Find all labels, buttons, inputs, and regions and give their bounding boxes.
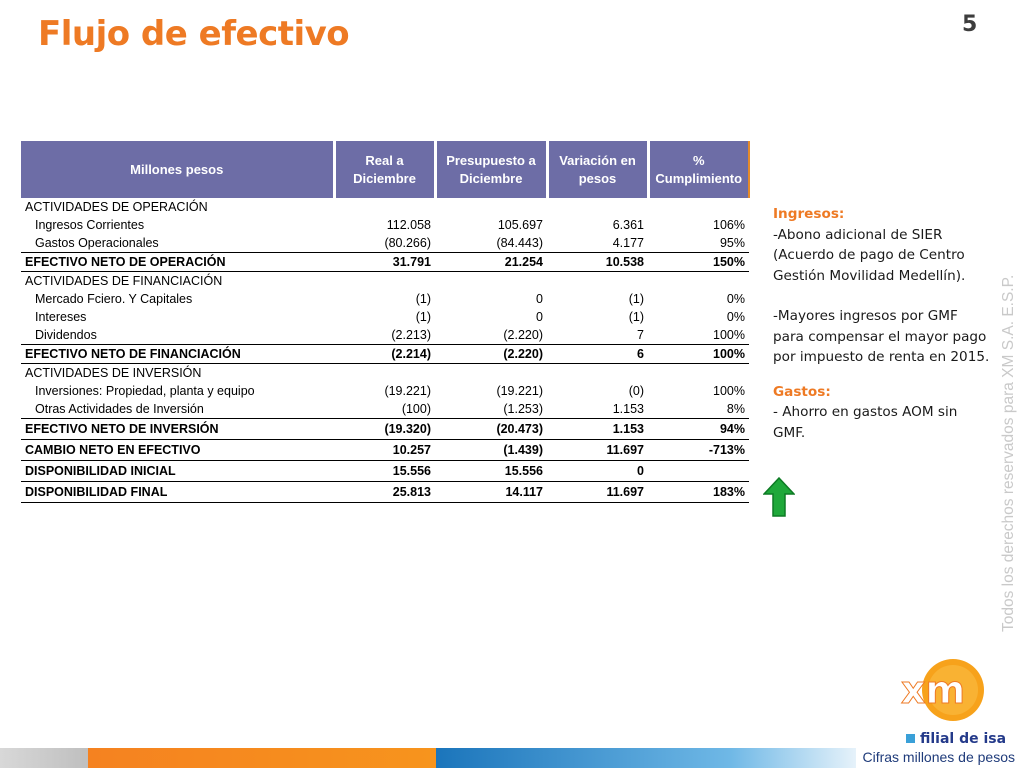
cell-budget: 15.556: [435, 461, 547, 482]
note-line: -Mayores ingresos por GMF: [773, 308, 958, 324]
note-line: para compensar el mayor pago: [773, 328, 987, 345]
cell-compliance: -713%: [648, 440, 749, 461]
note-line: Gestión Movilidad Medellín).: [773, 267, 966, 284]
header-label: Millones pesos: [21, 141, 334, 198]
header-real: Real a Diciembre: [334, 141, 435, 198]
cell-variation: 0: [547, 461, 648, 482]
cell-compliance: [648, 198, 749, 216]
header-variation: Variación en pesos: [547, 141, 648, 198]
cell-real: (100): [401, 402, 431, 416]
cell-compliance: 106%: [713, 218, 745, 232]
cell-compliance: [648, 461, 749, 482]
table-row: [21, 216, 749, 234]
cell-variation: 10.538: [547, 253, 648, 272]
footer-note: Cifras millones de pesos: [862, 749, 1015, 765]
cell-variation: 1.153: [612, 402, 644, 416]
cell-real: (2.213): [391, 328, 431, 342]
section-row: [21, 364, 749, 383]
footer-bar-gray: [0, 748, 88, 768]
total-row: [21, 419, 749, 440]
cell-real: 10.257: [334, 440, 435, 461]
cell-real: 112.058: [386, 218, 431, 232]
note-line: [773, 286, 1005, 306]
cell-compliance: [648, 364, 749, 383]
table-row: [21, 382, 749, 400]
cell-compliance: 95%: [719, 236, 745, 250]
row-label: ACTIVIDADES DE INVERSIÓN: [25, 366, 202, 380]
cell-budget: (1.439): [435, 440, 547, 461]
page-number: 5: [962, 12, 978, 37]
expense-heading: Gastos:: [773, 383, 831, 400]
total-row: [21, 253, 749, 272]
row-label: DISPONIBILIDAD FINAL: [21, 482, 334, 503]
cell-real: 31.791: [334, 253, 435, 272]
row-label: Dividendos: [35, 328, 97, 342]
note-line: (Acuerdo de pago de Centro: [773, 247, 965, 263]
cell-real: (1): [415, 292, 431, 306]
cell-real: (19.320): [334, 419, 435, 440]
cash-flow-table: [21, 141, 750, 503]
cell-real: 15.556: [334, 461, 435, 482]
cell-compliance: [648, 272, 749, 291]
row-label: Ingresos Corrientes: [35, 218, 145, 232]
cell-compliance: 183%: [648, 482, 749, 503]
logo-text: xm: [901, 668, 966, 712]
row-label: Gastos Operacionales: [35, 236, 159, 250]
up-arrow-icon: [763, 477, 795, 517]
cell-variation: (1): [628, 292, 644, 306]
cell-variation: 6.361: [612, 218, 644, 232]
total-row: [21, 482, 749, 503]
slide-title: Flujo de efectivo: [38, 14, 350, 54]
cell-variation: 11.697: [547, 440, 648, 461]
section-row: [21, 272, 749, 291]
row-label: Otras Actividades de Inversión: [35, 402, 204, 416]
cell-compliance: 8%: [726, 402, 745, 416]
cell-budget: 105.697: [497, 218, 543, 232]
cell-budget: [435, 364, 547, 383]
cell-budget: 21.254: [435, 253, 547, 272]
header-budget: Presupuesto a Diciembre: [435, 141, 547, 198]
table-row: [21, 234, 749, 253]
row-label: EFECTIVO NETO DE OPERACIÓN: [21, 253, 334, 272]
cell-budget: (84.443): [496, 236, 543, 250]
cell-variation: [547, 198, 648, 216]
row-label: Inversiones: Propiedad, planta y equipo: [35, 384, 255, 398]
note-line: por impuesto de renta en 2015.: [773, 349, 990, 365]
cell-budget: (2.220): [435, 345, 547, 364]
cell-compliance: 150%: [648, 253, 749, 272]
row-label: Intereses: [35, 310, 87, 324]
table-row: [21, 326, 749, 345]
xm-logo: [895, 656, 991, 726]
total-row: [21, 440, 749, 461]
row-label: Mercado Fciero. Y Capitales: [35, 292, 193, 306]
cell-budget: [435, 198, 547, 216]
cell-compliance: 0%: [726, 292, 745, 306]
cell-compliance: 0%: [726, 310, 745, 324]
income-heading: Ingresos:: [773, 206, 845, 222]
cell-variation: 7: [637, 328, 644, 342]
cell-real: (1): [415, 310, 431, 324]
cell-variation: 1.153: [547, 419, 648, 440]
cell-variation: [547, 272, 648, 291]
footer-bar-blue: [436, 748, 856, 768]
cell-variation: 6: [547, 345, 648, 364]
cell-real: 25.813: [334, 482, 435, 503]
row-label: ACTIVIDADES DE OPERACIÓN: [25, 200, 208, 214]
cell-budget: 0: [536, 292, 543, 306]
cell-budget: (1.253): [503, 402, 543, 416]
copyright-vertical-text: Todos los derechos reservados para XM S.A. E.S.P.: [1000, 274, 1017, 632]
table-body: [21, 198, 749, 503]
cell-compliance: 100%: [713, 384, 745, 398]
cell-compliance: 94%: [648, 419, 749, 440]
cell-variation: 4.177: [612, 236, 644, 250]
cell-budget: [435, 272, 547, 291]
note-line: - Ahorro en gastos AOM sin: [773, 404, 958, 420]
income-notes: [773, 225, 1005, 368]
row-label: DISPONIBILIDAD INICIAL: [21, 461, 334, 482]
footer-bar-orange: [88, 748, 436, 768]
table-row: [21, 308, 749, 326]
cell-compliance: 100%: [648, 345, 749, 364]
cell-real: [334, 198, 435, 216]
row-label: EFECTIVO NETO DE INVERSIÓN: [21, 419, 334, 440]
table-header-row: [21, 141, 749, 198]
cell-real: (19.221): [384, 384, 431, 398]
cell-compliance: 100%: [713, 328, 745, 342]
cell-real: (80.266): [384, 236, 431, 250]
total-row: [21, 461, 749, 482]
row-label: EFECTIVO NETO DE FINANCIACIÓN: [21, 345, 334, 364]
cell-variation: 11.697: [547, 482, 648, 503]
notes-panel: [773, 204, 1005, 443]
cell-real: (2.214): [334, 345, 435, 364]
total-row: [21, 345, 749, 364]
section-row: [21, 198, 749, 216]
header-compliance: % Cumplimiento: [648, 141, 749, 198]
row-label: ACTIVIDADES DE FINANCIACIÓN: [25, 274, 223, 288]
cell-real: [334, 364, 435, 383]
cell-variation: (1): [628, 310, 644, 324]
note-line: GMF.: [773, 424, 806, 441]
cell-variation: (0): [628, 384, 644, 398]
cell-budget: (20.473): [435, 419, 547, 440]
isa-square-icon: [906, 734, 915, 743]
cell-budget: 14.117: [435, 482, 547, 503]
cell-budget: (19.221): [496, 384, 543, 398]
cell-real: [334, 272, 435, 291]
table-row: [21, 290, 749, 308]
cell-budget: (2.220): [503, 328, 543, 342]
subsidiary-label: filial de isa: [906, 731, 1006, 747]
cell-budget: 0: [536, 310, 543, 324]
expense-notes: [773, 402, 1005, 443]
note-line: -Abono adicional de SIER: [773, 226, 943, 243]
cell-variation: [547, 364, 648, 383]
row-label: CAMBIO NETO EN EFECTIVO: [21, 440, 334, 461]
table-row: [21, 400, 749, 419]
